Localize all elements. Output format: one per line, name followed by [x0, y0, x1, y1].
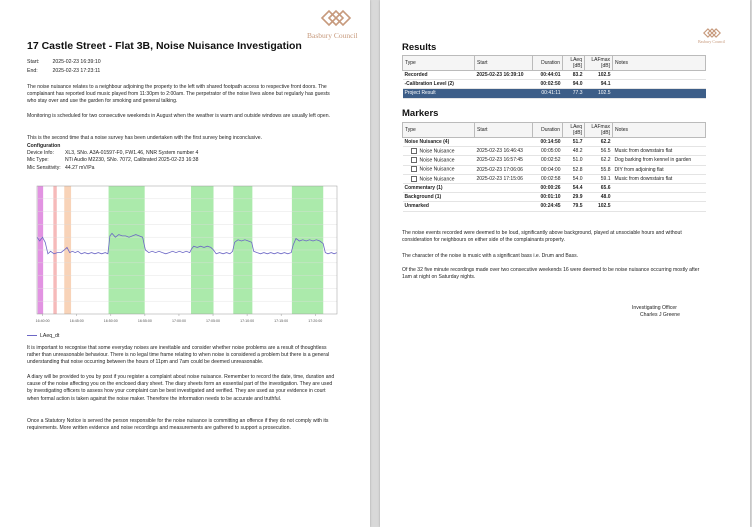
signature-name: Charles J Greene — [640, 312, 680, 318]
end-line — [27, 68, 100, 74]
x-tick-label: 17:05:00 — [206, 319, 221, 323]
start-value: 2025-02-23 16:39:10 — [52, 59, 101, 65]
markers-col-start: Start — [475, 123, 533, 138]
x-tick-label: 16:50:00 — [103, 319, 118, 323]
results-col-start: Start — [475, 56, 533, 71]
marker-summary-row[interactable] — [403, 193, 706, 202]
cell-start — [475, 80, 533, 89]
cell-start: 2025-02-23 17:15:06 — [475, 174, 533, 183]
cell-type: Project Result — [403, 89, 475, 98]
markers-col-type: Type — [403, 123, 475, 138]
cell-lafmax: 62.2 — [585, 138, 613, 147]
cell-laeq: 79.5 — [563, 202, 585, 211]
cell-duration: 00:44:01 — [533, 71, 563, 80]
mic-type-label: Mic Type: — [27, 157, 49, 164]
results-col-duration: Duration — [533, 56, 563, 71]
cell-duration: 00:14:50 — [533, 138, 563, 147]
cell-type: Noise Nuisance — [419, 176, 455, 182]
markers-col-lafmax: LAFmax [dB] — [585, 123, 613, 138]
cell-laeq: 29.9 — [563, 193, 585, 202]
markers-col-notes: Notes — [613, 123, 706, 138]
cell-type: Noise Nuisance (4) — [403, 138, 475, 147]
cell-lafmax: 62.2 — [585, 156, 613, 165]
cell-lafmax: 102.5 — [585, 89, 613, 98]
cell-notes — [613, 71, 706, 80]
cell-laeq: 83.2 — [563, 71, 585, 80]
marker-checkbox[interactable] — [411, 148, 417, 154]
x-tick-label: 16:40:00 — [35, 319, 50, 323]
markers-table — [402, 122, 706, 212]
cell-laeq: 48.2 — [563, 147, 585, 156]
cell-notes — [613, 89, 706, 98]
report-page-1 — [0, 0, 370, 527]
cell-lafmax: 48.0 — [585, 193, 613, 202]
marker-row — [403, 156, 706, 165]
cell-type: Commentary (1) — [403, 183, 475, 192]
noise-level-chart — [27, 182, 341, 328]
council-logo-small-icon — [701, 26, 723, 40]
markers-title: Markers — [402, 108, 439, 119]
intro-paragraph-2: Monitoring is scheduled for two consecutive weekends in August when the weather is warm and outside windows are usually left open. — [27, 113, 330, 119]
markers-header-row — [403, 123, 706, 138]
device-info-label: Device Info: — [27, 150, 54, 157]
council-logo-icon — [318, 6, 354, 30]
device-info-value: XL3, SNo. A3A-01597-F0, FW1.46, NNR System number 4 — [65, 150, 199, 157]
results-col-laeq: LAeq [dB] — [563, 56, 585, 71]
report-page-2 — [380, 0, 750, 527]
cell-type: Noise Nuisance — [419, 157, 455, 164]
x-tick-label: 17:00:00 — [171, 319, 186, 323]
cell-laeq: 77.3 — [563, 89, 585, 98]
cell-start — [475, 138, 533, 147]
cell-laeq: 51.0 — [563, 156, 585, 165]
results-col-type: Type — [403, 56, 475, 71]
x-tick-label: 17:20:00 — [308, 319, 323, 323]
cell-lafmax: 102.5 — [585, 71, 613, 80]
closing-paragraph-1: It is important to recognise that some everyday noises are inevitable and consider whether noise problems are a result of thoughtless rather than unreasonable behaviour. There is no legal time frame relating to when noise is considered a problem but there is a general understanding that noise occurring between the hours of 11pm and 7am could be deemed unreasonable. — [27, 345, 330, 366]
mic-sensitivity-label: Mic Sensitivity: — [27, 164, 61, 171]
marker-summary-row[interactable] — [403, 183, 706, 192]
chart-x-ticks — [36, 314, 323, 323]
cell-duration: 00:41:11 — [533, 89, 563, 98]
start-line — [27, 59, 101, 65]
marker-checkbox[interactable] — [411, 166, 417, 172]
closing-paragraph-3: Once a Statutory Notice is served the person responsible for the noise nuisance is committing an offence if they do not comply with its requirements. More written evidence and noise recordings and measurements are gathered to support a prosecution. — [27, 418, 329, 432]
page-title: 17 Castle Street - Flat 3B, Noise Nuisance Investigation — [27, 40, 302, 52]
results-row-selected[interactable] — [403, 89, 706, 98]
cell-start: 2025-02-23 16:39:10 — [475, 71, 533, 80]
x-tick-label: 17:15:00 — [274, 319, 289, 323]
council-name-small: Basbury Council — [698, 39, 725, 44]
cell-notes — [613, 138, 706, 147]
marker-group-row[interactable] — [403, 138, 706, 147]
marker-summary-row[interactable] — [403, 202, 706, 211]
cell-notes — [613, 80, 706, 89]
intro-paragraph-3: This is the second time that a noise survey has been undertaken with the first survey being inconclusive. — [27, 135, 263, 141]
cell-type: Background (1) — [403, 193, 475, 202]
cell-duration: 00:24:45 — [533, 202, 563, 211]
results-col-notes: Notes — [613, 56, 706, 71]
end-value: 2025-02-23 17:23:11 — [52, 68, 101, 74]
results-row — [403, 71, 706, 80]
marker-row — [403, 165, 706, 174]
cell-laeq: 52.8 — [563, 165, 585, 174]
cell-laeq: 94.0 — [563, 80, 585, 89]
conclusion-paragraph-1: The noise events recorded were deemed to be loud, significantly above background, played at unsociable hours and without consideration for neighbours on either side of the complainants property. — [402, 230, 682, 244]
marker-row — [403, 174, 706, 183]
closing-paragraph-2: A diary will be provided to you by post if you register a complaint about noise nuisance. Remember to record the date, time, duration and cause of the noise affecting you on the enclosed diary sheet. The diary sheets form an essential part of the investigation. They are used by investigating officers to assess how your complaint can be best investigated and verified. They are used as your evidence in court when formal action is taken against the noise maker. Therefore the information needs to be accurate and truthful. — [27, 374, 335, 402]
cell-start — [475, 193, 533, 202]
markers-col-laeq: LAeq [dB] — [563, 123, 585, 138]
configuration-block — [27, 143, 198, 172]
x-tick-label: 16:45:00 — [69, 319, 84, 323]
cell-lafmax: 102.5 — [585, 202, 613, 211]
cell-duration: 00:00:26 — [533, 183, 563, 192]
cell-lafmax: 65.6 — [585, 183, 613, 192]
cell-start: 2025-02-23 16:57:45 — [475, 156, 533, 165]
results-row — [403, 80, 706, 89]
marker-checkbox[interactable] — [411, 176, 417, 182]
cell-duration: 00:02:50 — [533, 80, 563, 89]
council-name: Basbury Council — [307, 31, 358, 40]
cell-notes — [613, 183, 706, 192]
cell-lafmax: 56.5 — [585, 147, 613, 156]
end-label: End: — [27, 68, 38, 74]
signature-role: Investigating Officer — [632, 305, 677, 311]
conclusion-paragraph-3: Of the 32 five minute recordings made over two consecutive weekends 16 were deemed to be noise nuisance occurring mostly after 1am at night on Saturday nights. — [402, 267, 700, 281]
mic-type-value: NTi Audio M2230, SNo. 7072, Calibrated 2025-02-23 16:38 — [65, 157, 199, 164]
cell-notes — [613, 202, 706, 211]
intro-paragraph-1: The noise nuisance relates to a neighbour adjoining the property to the left with shared footpath access to respective front doors. The complainant has reported loud music played from 11:30pm to 2:00am. The perpetrator of the noise lives alone but regularly has guests who stay over and use the garden for smoking and general talking. — [27, 84, 330, 105]
cell-duration: 00:04:00 — [533, 165, 563, 174]
marker-checkbox[interactable] — [411, 157, 417, 163]
results-table — [402, 55, 706, 99]
x-tick-label: 17:10:00 — [240, 319, 255, 323]
cell-notes: DIY from adjoining flat — [613, 165, 706, 174]
cell-laeq: 54.4 — [563, 183, 585, 192]
cell-duration: 00:02:52 — [533, 156, 563, 165]
cell-laeq: 51.7 — [563, 138, 585, 147]
cell-start: 2025-02-23 16:46:43 — [475, 147, 533, 156]
legend-label: LAeq_dt — [40, 333, 60, 339]
cell-type: Recorded — [403, 71, 475, 80]
cell-type: Noise Nuisance — [419, 148, 455, 155]
start-label: Start: — [27, 59, 40, 65]
marker-row — [403, 147, 706, 156]
cell-type: Noise Nuisance — [419, 166, 455, 173]
results-title: Results — [402, 42, 437, 53]
cell-start: 2025-02-23 17:06:06 — [475, 165, 533, 174]
results-header-row — [403, 56, 706, 71]
mic-sensitivity-value: 44.27 mV/Pa — [65, 164, 95, 171]
cell-lafmax: 55.8 — [585, 165, 613, 174]
cell-lafmax: 94.1 — [585, 80, 613, 89]
cell-duration: 00:05:00 — [533, 147, 563, 156]
cell-lafmax: 59.1 — [585, 174, 613, 183]
cell-start — [475, 202, 533, 211]
cell-laeq: 54.0 — [563, 174, 585, 183]
conclusion-paragraph-2: The character of the noise is music with a significant bass i.e. Drum and Bass. — [402, 253, 579, 259]
cell-notes: Dog barking from kennel in garden — [613, 156, 706, 165]
chart-legend — [27, 333, 59, 339]
markers-col-duration: Duration — [533, 123, 563, 138]
results-col-lafmax: LAFmax [dB] — [585, 56, 613, 71]
signature-block — [632, 305, 680, 319]
configuration-title: Configuration — [27, 143, 61, 149]
cell-duration: 00:02:58 — [533, 174, 563, 183]
cell-start — [475, 183, 533, 192]
legend-swatch — [27, 335, 37, 336]
cell-duration: 00:01:10 — [533, 193, 563, 202]
cell-notes: Music from downstairs flat — [613, 174, 706, 183]
cell-notes — [613, 193, 706, 202]
cell-notes: Music from downstairs flat — [613, 147, 706, 156]
cell-start — [475, 89, 533, 98]
cell-type: -Calibration Level (2) — [403, 80, 475, 89]
x-tick-label: 16:55:00 — [137, 319, 152, 323]
cell-type: Unmarked — [403, 202, 475, 211]
